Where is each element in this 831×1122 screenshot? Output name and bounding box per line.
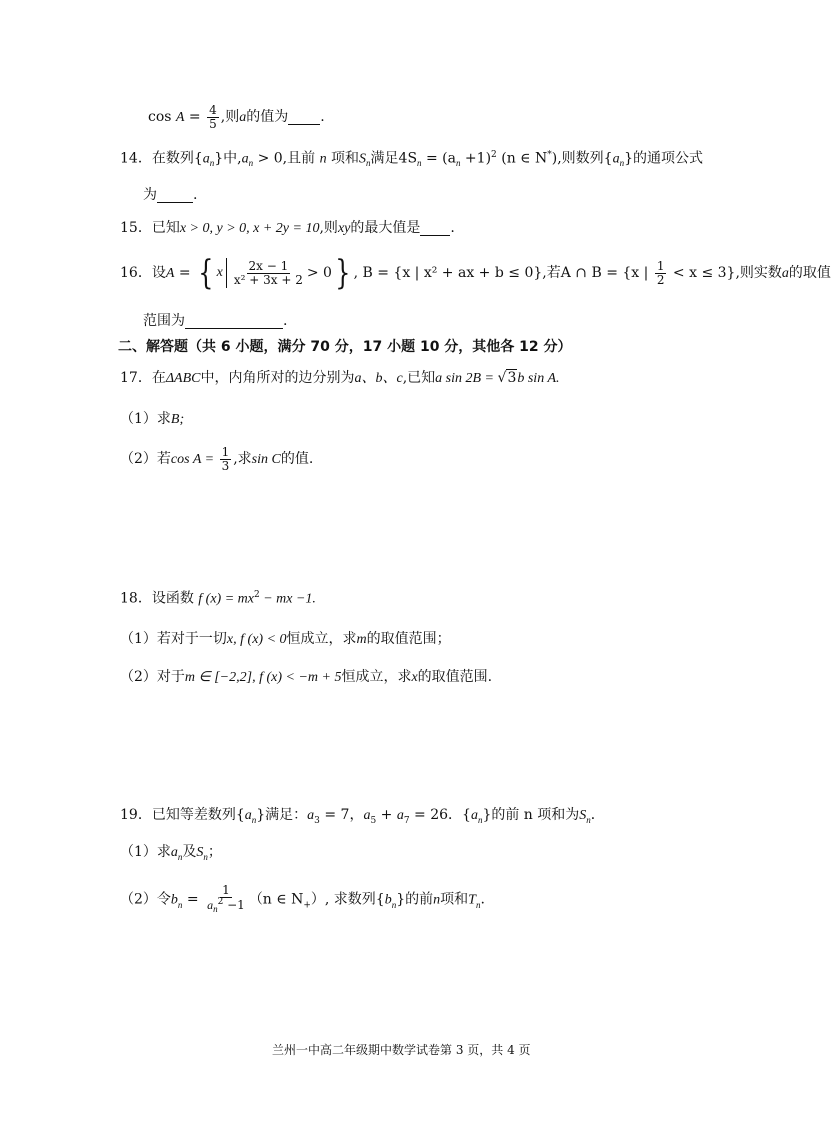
intersection: < x ≤ 3} [668, 265, 736, 281]
var-m: m [356, 632, 367, 647]
formula: = (a [421, 150, 456, 167]
period: . [450, 220, 455, 236]
q19-part1: （1）求$a_n$及$S_n$； [120, 844, 222, 862]
period: . [283, 313, 288, 329]
q17-text: 中，内角所对的边分别为 [200, 370, 355, 386]
frac-denominator: 5 [209, 116, 217, 131]
separator: ， [349, 807, 364, 823]
q18-text: 恒成立，求 [341, 669, 412, 685]
q14-line1: 14．在数列$\{a_n\}$中$,a_n > 0$,且前 n 项和$S_n$满足$4S_n = (a_n +1)^2$ (n ∈ N*),则数列$\{a_n\}$的通项公式 [120, 150, 703, 169]
q19-text: 满足： [265, 807, 308, 823]
var-a: a [207, 897, 214, 912]
equation: = 7 [319, 807, 350, 823]
question-number: 16． [120, 265, 152, 281]
q13-tail-line [148, 104, 325, 130]
var-B: B; [170, 412, 185, 427]
part-label: （2）若 [120, 451, 171, 468]
question-number: 15． [120, 220, 152, 236]
q16-text: 范围为 [143, 313, 185, 329]
inequality: > 0 [306, 265, 332, 281]
q14-text: 项和 [326, 150, 360, 167]
q17-text: ,已知 [402, 370, 436, 386]
triangle: ΔABC [165, 371, 201, 386]
frac-denominator: 3 [221, 458, 230, 473]
equals: = [184, 109, 206, 126]
equation: b sin A. [517, 371, 560, 386]
condition: ） [310, 891, 325, 908]
frac-numerator: 1 [221, 445, 230, 459]
equation: cos A = [170, 452, 218, 468]
answer-blank[interactable] [157, 188, 193, 203]
frac-numerator: 1 [656, 258, 665, 273]
var-a: a [239, 110, 247, 126]
function: − mx −1. [259, 591, 316, 607]
q19-part2: （2）令$b_n$ = $\frac{1}{a_n^2 -1}$ （n ∈ $N_+$）, 求数列$\{b_n\}$的前n项和$T_n$. [120, 883, 485, 914]
q14-text: 满足 [370, 150, 399, 167]
q18-part1 [120, 632, 451, 647]
equals: = [182, 891, 204, 908]
q16-text: 的取值 [788, 265, 831, 281]
equation: = 26 [409, 807, 449, 823]
q16-text: 设 [151, 265, 166, 281]
frac-denominator: $a_n^2 -1$ [207, 896, 245, 914]
var-a: a [781, 266, 789, 281]
q18-text: 18．设函数 [120, 590, 199, 607]
minus-one: −1 [223, 897, 245, 912]
q16-text: ,则实数 [735, 265, 782, 281]
q14-text: 在数列 [151, 150, 194, 167]
part-label: （1）求 [120, 844, 171, 860]
separator: ． [448, 807, 463, 823]
condition: x, f (x) < 0 [226, 632, 287, 647]
q14-text: > 0,且前 [253, 150, 320, 167]
q15-text: ,则 [319, 220, 338, 236]
formula: ) [551, 150, 558, 167]
sqrt-radicand: 3 [507, 370, 517, 386]
q19-text: 的前 n 项和为 [491, 807, 580, 823]
formula: 4S [398, 150, 418, 167]
q19-text: 项和 [440, 891, 469, 908]
var-n: n [433, 892, 441, 908]
fraction-bn [205, 884, 247, 915]
q18-part2 [120, 670, 492, 685]
sqrt-symbol: √ [497, 370, 507, 386]
var-A: A [165, 266, 175, 281]
answer-blank[interactable] [288, 110, 320, 125]
intersection: A ∩ B = {x | [560, 265, 653, 281]
var-S: S [579, 808, 587, 823]
condition: （n ∈ N [248, 891, 304, 908]
part-label: （2）对于 [120, 669, 185, 685]
section-heading: 二、解答题（共 6 小题，满分 70 分，17 小题 10 分，其他各 12 分） [118, 339, 572, 355]
page-footer: 兰州一中高二年级期中数学试卷第 3 页，共 4 页 [272, 1043, 531, 1057]
fraction-4-5 [207, 104, 219, 130]
q16-line1 [120, 253, 831, 293]
set-A: { x $\frac{2x - 1}{\text{x² + 3x + 2}}$ > 0 } [198, 253, 351, 293]
q13-text: ,则 [220, 109, 240, 126]
q17-part2 [120, 446, 313, 472]
var-x: x [216, 265, 223, 280]
q19-text: 19．已知等差数列 [120, 807, 236, 823]
q17-text: ,求 [233, 451, 252, 468]
part-label: （2）令 [120, 891, 171, 908]
q13-text2: 的值为 [246, 109, 289, 126]
q18-text: 的取值范围； [366, 631, 451, 647]
q17-text: 17．在 [120, 370, 166, 386]
set-B: , B = {x | x² + ax + b ≤ 0} [353, 265, 543, 281]
answer-blank[interactable] [185, 314, 283, 329]
q17-text: 的值. [280, 451, 314, 468]
function: f (x) = mx [198, 591, 254, 607]
q17-part1 [120, 412, 184, 427]
q17-line1 [120, 371, 560, 386]
q14-text: 的通项公式 [633, 150, 703, 167]
frac-numerator: 4 [209, 103, 217, 117]
frac-numerator: 2x − 1 [248, 258, 289, 273]
q14-line2 [143, 188, 197, 203]
fraction-set-A [232, 260, 305, 286]
period: . [193, 187, 198, 203]
frac-numerator: 1 [222, 883, 230, 897]
q18-line1: 18．设函数 f $(x) = mx^2$ − mx −1. [120, 590, 316, 607]
sinC: sin C [251, 452, 281, 468]
var-A: A [175, 110, 185, 126]
condition: x > 0, y > 0, x + 2y = 10 [179, 221, 320, 236]
var-a3: a [307, 808, 315, 823]
answer-blank[interactable] [420, 221, 450, 236]
q16-text: ,若 [542, 265, 561, 281]
frac-denominator: 2 [656, 272, 665, 287]
q15-line [120, 221, 455, 236]
period: . [320, 109, 325, 126]
condition: m ∈ [−2,2], f (x) < −m + 5 [184, 670, 342, 685]
q19-text: ； [207, 844, 222, 860]
part-label: （1）若对于一切 [120, 631, 227, 647]
q15-text: 已知 [151, 220, 180, 236]
formula: +1) [460, 150, 492, 167]
var-b: b [170, 892, 178, 908]
equation: a sin 2B = [435, 371, 498, 386]
q14-text: 为 [143, 187, 157, 203]
cos-label: cos [148, 109, 172, 126]
period: . [480, 891, 485, 908]
var-xy: xy [337, 221, 351, 236]
q18-text: 恒成立，求 [286, 631, 357, 647]
q18-text: 的取值范围. [417, 669, 493, 685]
q19-text: 的前 [405, 891, 434, 908]
fraction-half [655, 260, 667, 286]
q14-text: 中, [223, 150, 242, 167]
q19-text: 及 [182, 844, 197, 860]
frac-denominator: x² + 3x + 2 [233, 272, 303, 287]
part-label: （1）求 [120, 411, 171, 427]
equals: = [174, 265, 196, 281]
q14-text: ,则数列 [557, 150, 604, 167]
var-T: T [468, 892, 476, 908]
formula: (n ∈ N [496, 150, 548, 167]
q19-text: , 求数列 [324, 891, 376, 908]
q15-text: 的最大值是 [350, 220, 421, 236]
sides: a、b、c [354, 371, 403, 386]
separator: ． [590, 807, 605, 823]
q16-line2 [143, 314, 287, 329]
question-number: 14． [120, 150, 152, 167]
var-x: x [411, 670, 418, 685]
var-n: n [319, 151, 327, 167]
q19-line1: 19．已知等差数列$\{a_n\}$满足：$a_3 = 7$，$a_5 + a_7 = 26$．$\{a_n\}$的前 n 项和为$S_n$． [120, 807, 605, 826]
fraction-1-3 [220, 446, 232, 472]
